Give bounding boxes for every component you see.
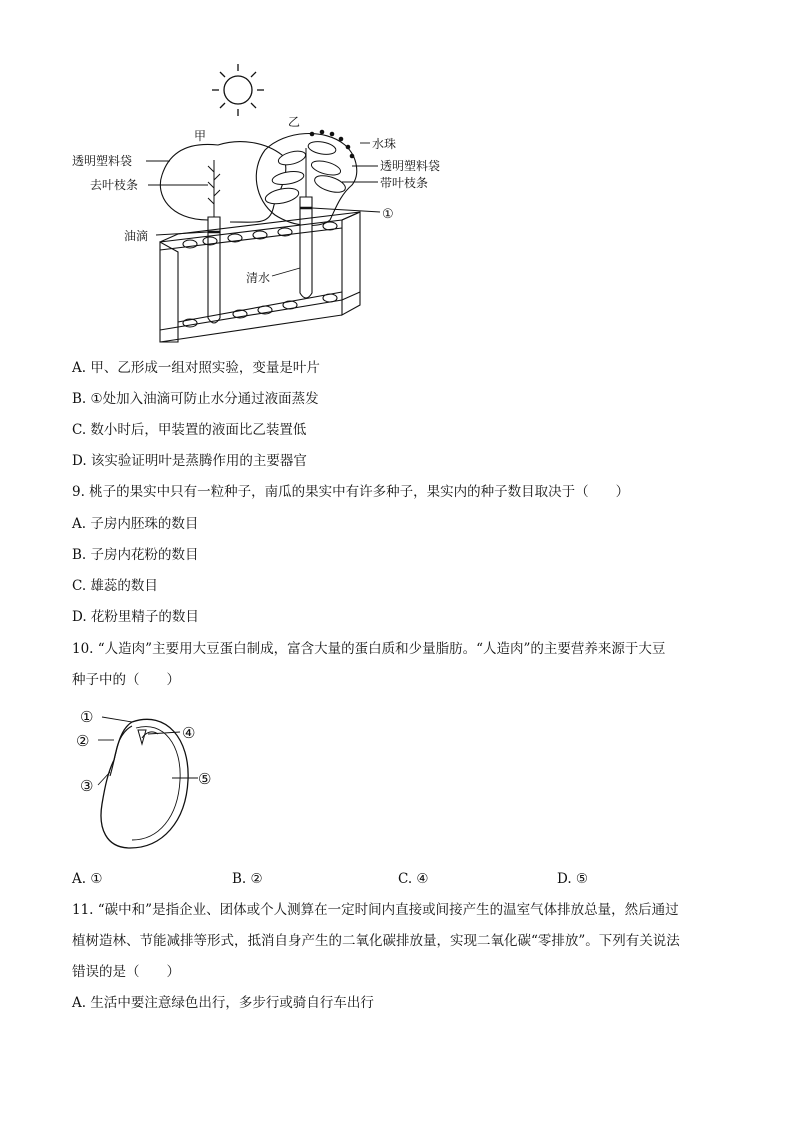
seed-label-2: ② (76, 732, 90, 750)
seed-embryo (110, 726, 132, 776)
label-branch-leaf: 带叶枝条 (380, 176, 429, 190)
q9-option-d: D. 花粉里精子的数目 (72, 609, 199, 625)
label-jia: 甲 (194, 129, 207, 143)
label-yi: 乙 (288, 115, 301, 129)
q8-option-a: A. 甲、乙形成一组对照实验，变量是叶片 (72, 360, 320, 376)
label-branch-no-leaf: 去叶枝条 (90, 178, 139, 192)
q11-stem-line-2: 植树造林、节能减排等形式，抵消自身产生的二氧化碳排放量，实现二氧化碳“零排放”。下列有关说法 (72, 933, 680, 949)
label-oil: 油滴 (124, 229, 149, 243)
label-bag-left: 透明塑料袋 (72, 154, 133, 168)
seed-label-5: ⑤ (198, 770, 212, 788)
q9-option-b: B. 子房内花粉的数目 (72, 547, 199, 563)
q10-option-c: C. ④ (398, 871, 429, 887)
q9-option-c: C. 雄蕊的数目 (72, 578, 158, 594)
seed-label-4: ④ (182, 724, 196, 742)
transpiration-figure (60, 60, 480, 360)
leafless-branch (208, 160, 220, 220)
q10-option-d: D. ⑤ (557, 871, 589, 887)
label-water-beads: 水珠 (372, 137, 397, 151)
q9-stem: 9. 桃子的果实中只有一粒种子，南瓜的果实中有许多种子，果实内的种子数目取决于（ ） (72, 484, 630, 500)
seed-label-1: ① (80, 708, 94, 726)
left-plastic-bag (160, 142, 286, 223)
q10-option-b: B. ② (232, 871, 263, 887)
label-water: 清水 (246, 271, 271, 285)
label-bag-right: 透明塑料袋 (380, 159, 441, 173)
bean-seed-figure (72, 700, 232, 860)
seed-label-3: ③ (80, 777, 94, 795)
q11-stem-line-1: 11. “碳中和”是指企业、团体或个人测算在一定时间内直接或间接产生的温室气体排放总量，然后通过 (72, 902, 679, 918)
leader-lines (146, 143, 380, 276)
q10-stem-line-2: 种子中的（ ） (72, 672, 180, 688)
q9-option-a: A. 子房内胚珠的数目 (72, 516, 199, 532)
q8-option-d: D. 该实验证明叶是蒸腾作用的主要器官 (72, 453, 307, 469)
q10-stem-line-1: 10. “人造肉”主要用大豆蛋白制成，富含大量的蛋白质和少量脂肪。“人造肉”的主要营养来源于大豆 (72, 641, 666, 657)
q8-option-c: C. 数小时后，甲装置的液面比乙装置低 (72, 422, 307, 438)
q8-option-b: B. ①处加入油滴可防止水分通过液面蒸发 (72, 391, 319, 407)
label-marker-1: ① (382, 207, 394, 222)
sun-icon (212, 64, 264, 116)
q11-option-a: A. 生活中要注意绿色出行，多步行或骑自行车出行 (72, 995, 374, 1011)
q10-option-a: A. ① (72, 871, 103, 887)
q11-stem-line-3: 错误的是（ ） (72, 964, 180, 980)
seed-outline (101, 719, 188, 848)
